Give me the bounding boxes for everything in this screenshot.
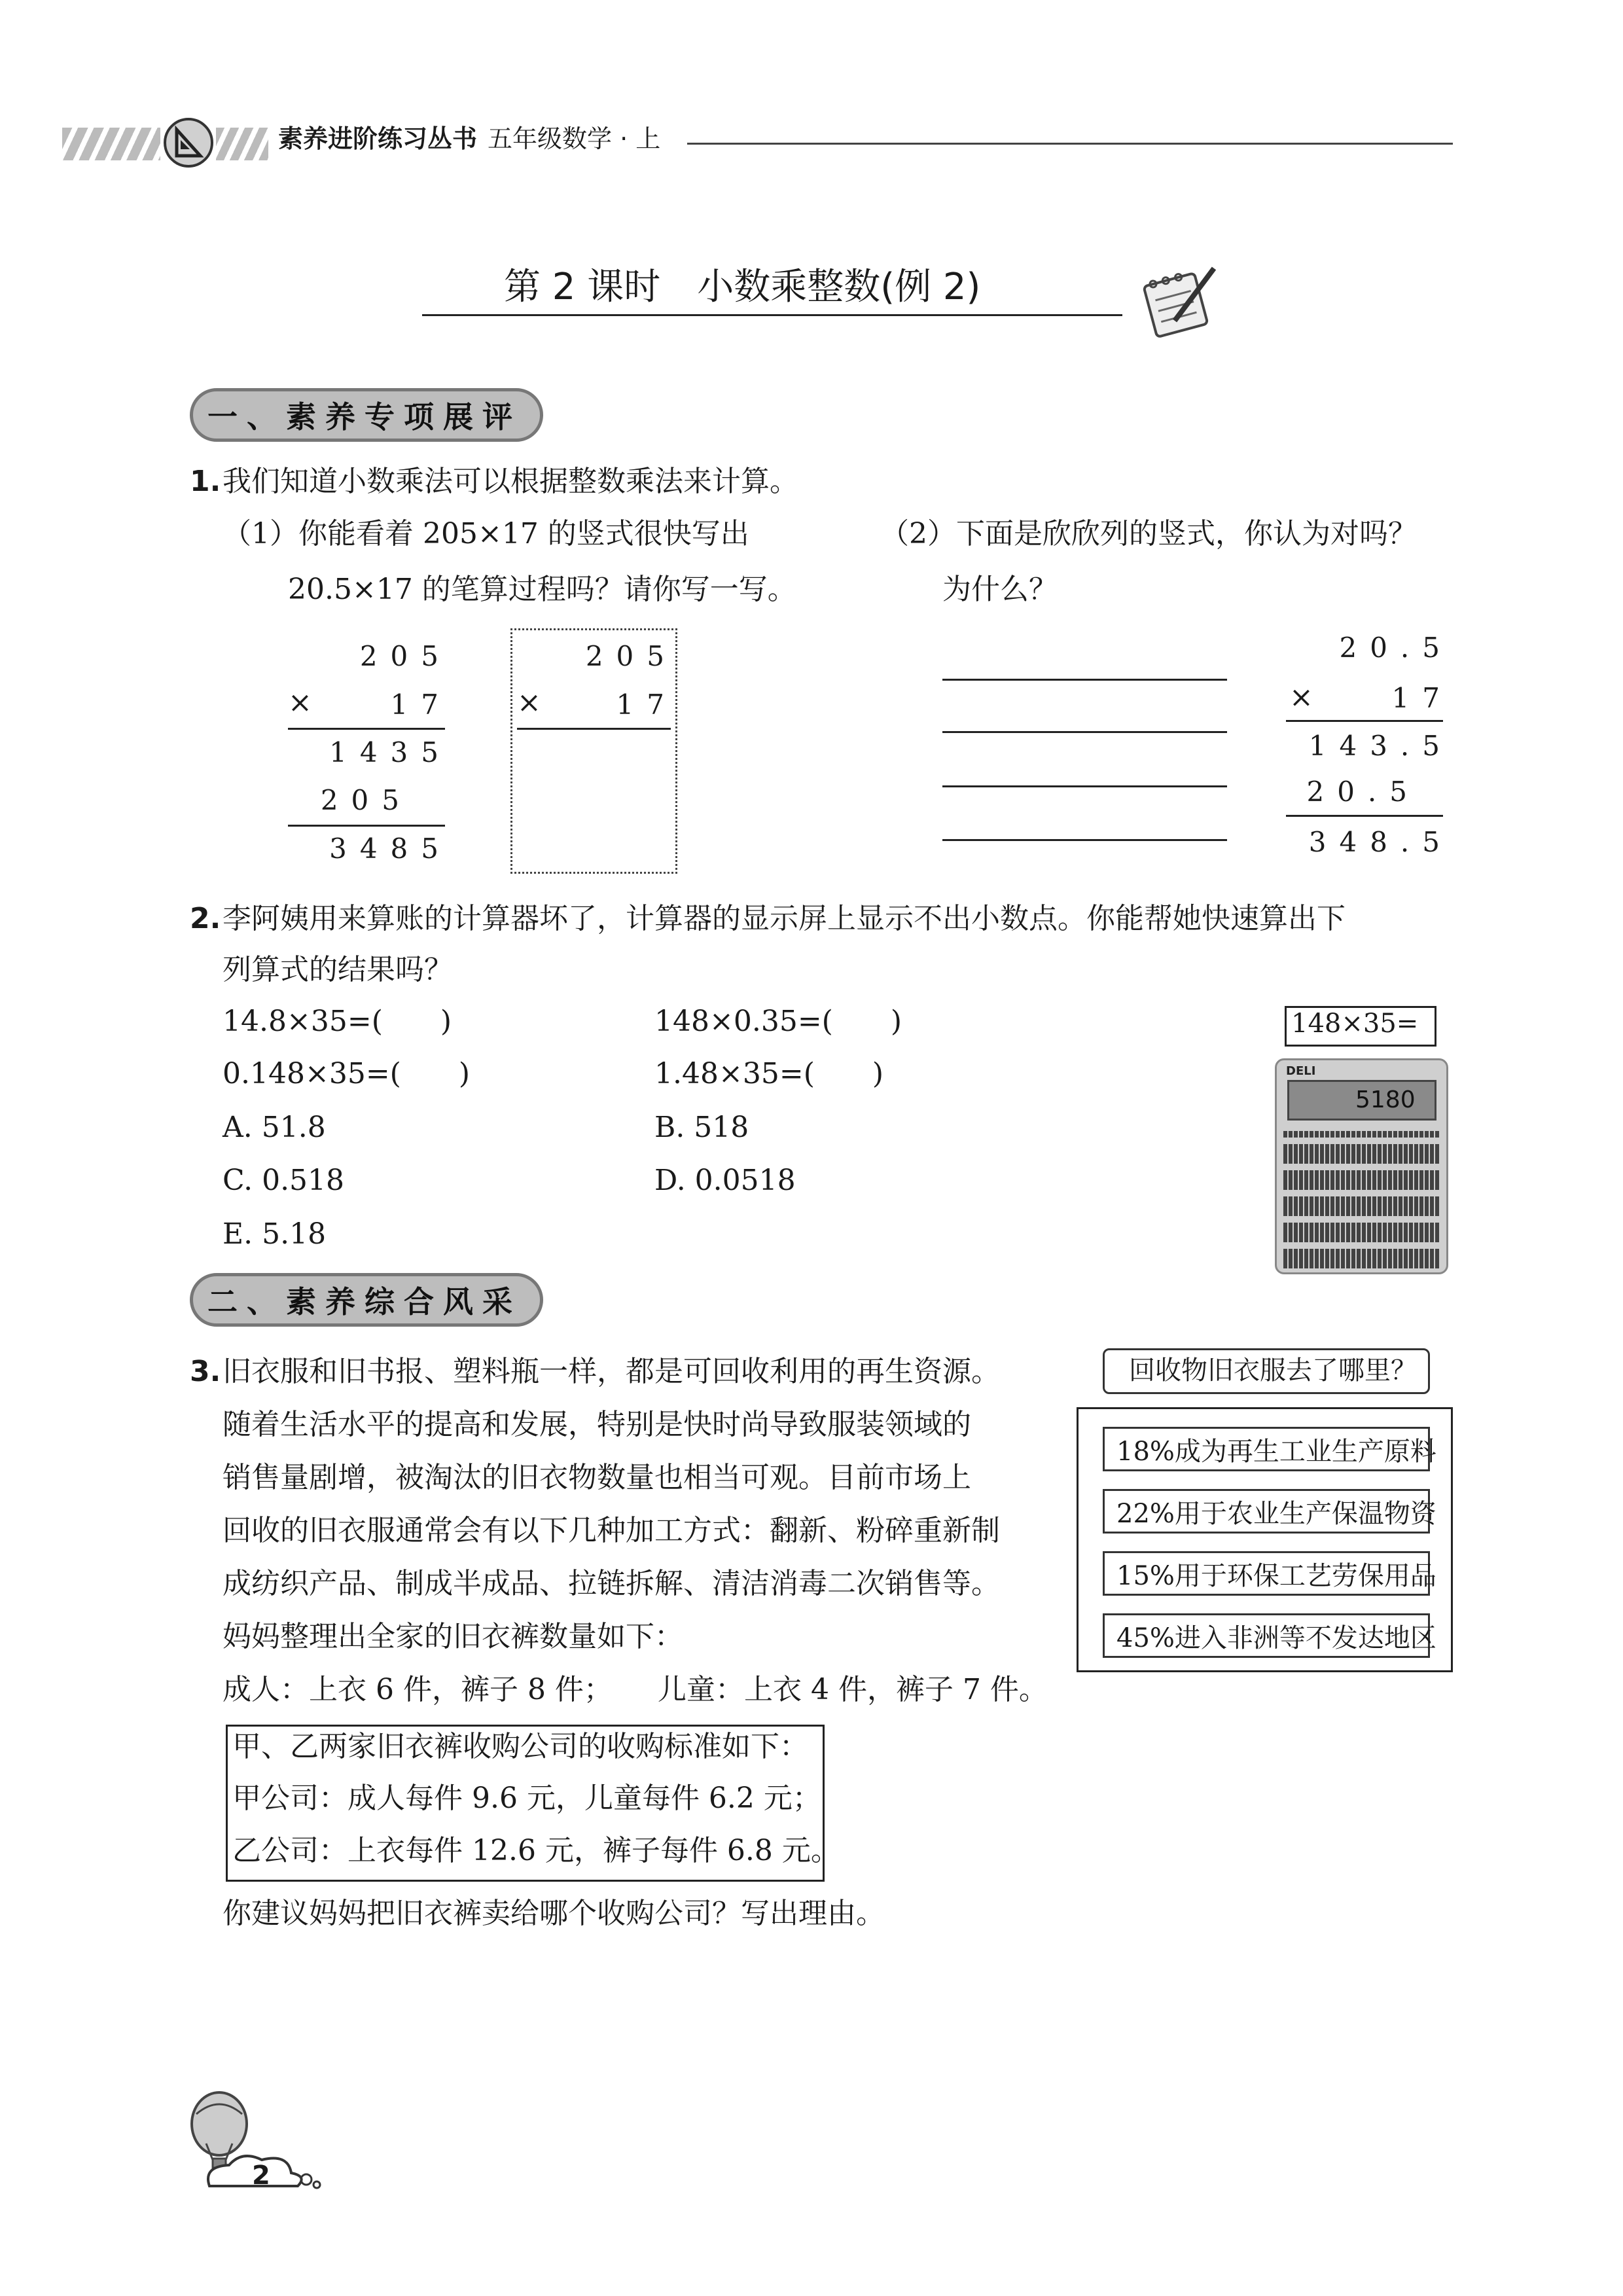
- header-book: 五年级数学 · 上: [488, 124, 661, 153]
- q2-option-e: E. 5.18: [223, 1217, 327, 1251]
- q3-line-5: 成纺织产品、制成半成品、拉链拆解、清洁消毒二次销售等。: [223, 1567, 1000, 1600]
- side-item-4: 45%进入非洲等不发达地区: [1103, 1613, 1430, 1658]
- q2-expr3: 0.148×35=( ): [223, 1057, 471, 1090]
- header-rule: [687, 143, 1453, 145]
- calc3-mult: 17: [1391, 682, 1453, 714]
- lesson-title: 第 2 课时 小数乘整数(例 2): [504, 266, 981, 308]
- calculator-icon: [1275, 1058, 1448, 1274]
- header-series: 素养进阶练习丛书: [278, 124, 478, 153]
- section1-title: 一、素养专项展评: [190, 388, 543, 442]
- q3-adult-count: 成人：上衣 6 件，裤子 8 件；: [223, 1673, 613, 1706]
- q1-number: 1.: [190, 465, 221, 498]
- q1-part2-line1: （2）下面是欣欣列的竖式，你认为对吗？: [880, 517, 1417, 550]
- calc1-line2: [288, 825, 445, 827]
- calc3-partial1: 143.5: [1308, 730, 1453, 762]
- q3-child-count: 儿童：上衣 4 件，裤子 7 件。: [658, 1673, 1048, 1706]
- section2-title: 二、素养综合风采: [190, 1273, 543, 1327]
- q3-line-3: 销售量剧增，被淘汰的旧衣物数量也相当可观。目前市场上: [223, 1461, 971, 1494]
- header-stripes: [62, 128, 160, 160]
- calc3-mult-sign: ×: [1289, 681, 1313, 714]
- calc3-result: 348.5: [1308, 826, 1453, 858]
- q3-number: 3.: [190, 1355, 221, 1388]
- q3-line-2: 随着生活水平的提高和发展，特别是快时尚导致服装领域的: [223, 1408, 971, 1441]
- q1-part2-line2: 为什么？: [942, 573, 1058, 606]
- q3-line-1: 旧衣服和旧书报、塑料瓶一样，都是可回收利用的再生资源。: [223, 1355, 1000, 1388]
- q3-box-line-3: 乙公司：上衣每件 12.6 元，裤子每件 6.8 元。: [232, 1834, 840, 1867]
- q1-stem: 我们知道小数乘法可以根据整数乘法来计算。: [223, 465, 798, 498]
- q2-expr2: 148×0.35=( ): [654, 1005, 902, 1038]
- side-item-1: 18%成为再生工业生产原料: [1103, 1427, 1430, 1471]
- q2-expr1: 14.8×35=( ): [223, 1005, 452, 1038]
- calc1-top: 205: [359, 640, 452, 672]
- notebook-pen-icon: [1135, 259, 1221, 344]
- calc1-partial2: 205: [320, 784, 412, 816]
- q1-part1-line2: 20.5×17 的笔算过程吗？请你写一写。: [288, 573, 796, 606]
- side-item-3: 15%用于环保工艺劳保用品: [1103, 1551, 1430, 1596]
- calc3-top: 20.5: [1339, 632, 1453, 664]
- q3-box-line-1: 甲、乙两家旧衣裤收购公司的收购标准如下：: [232, 1730, 808, 1763]
- q3-line-6: 妈妈整理出全家的旧衣裤数量如下：: [223, 1620, 683, 1653]
- q1-part1-line1: （1）你能看着 205×17 的竖式很快写出: [223, 517, 749, 550]
- calc1-line1: [288, 728, 445, 730]
- calc1-partial1: 1435: [329, 736, 452, 768]
- answer-line-4[interactable]: [942, 839, 1227, 841]
- side-item-2: 22%用于农业生产保温物资: [1103, 1489, 1430, 1534]
- q2-option-b: B. 518: [654, 1111, 749, 1144]
- calc1-mult-sign: ×: [288, 686, 312, 719]
- q2-option-a: A. 51.8: [223, 1111, 326, 1144]
- q2-expr4: 1.48×35=( ): [654, 1057, 884, 1090]
- answer-line-2[interactable]: [942, 731, 1227, 733]
- calc3-partial2: 20.5: [1306, 776, 1420, 808]
- page-number: 2: [252, 2161, 270, 2191]
- q3-box-line-2: 甲公司：成人每件 9.6 元，儿童每件 6.2 元；: [232, 1782, 821, 1815]
- calc3-line1: [1286, 720, 1443, 722]
- q2-number: 2.: [190, 902, 221, 935]
- calc2-mult: 17: [616, 689, 677, 721]
- calc2-line: [517, 728, 671, 730]
- calc1-mult: 17: [390, 689, 452, 721]
- header-stripes-right: [216, 128, 268, 160]
- calculator-brand: DELI: [1286, 1064, 1316, 1078]
- calc1-result: 3485: [329, 833, 452, 865]
- header-logo-icon: [162, 117, 215, 169]
- lesson-title-underline: [422, 314, 1122, 316]
- q2-stem-line1: 李阿姨用来算账的计算器坏了，计算器的显示屏上显示不出小数点。你能帮她快速算出下: [223, 902, 1346, 935]
- calculator-display: 5180: [1355, 1086, 1416, 1113]
- q2-stem-line2: 列算式的结果吗？: [223, 953, 453, 986]
- answer-line-1[interactable]: [942, 679, 1227, 681]
- calculator-keypad: [1283, 1131, 1440, 1268]
- q2-option-c: C. 0.518: [223, 1164, 345, 1197]
- calc2-mult-sign: ×: [517, 686, 541, 719]
- calc3-line2: [1286, 815, 1443, 817]
- calculator-label: 148×35=: [1291, 1009, 1419, 1039]
- q3-question: 你建议妈妈把旧衣裤卖给哪个收购公司？写出理由。: [223, 1897, 885, 1930]
- q2-option-d: D. 0.0518: [654, 1164, 796, 1197]
- q3-line-4: 回收的旧衣服通常会有以下几种加工方式：翻新、粉碎重新制: [223, 1514, 1000, 1547]
- answer-line-3[interactable]: [942, 785, 1227, 787]
- calc2-top: 205: [585, 640, 677, 672]
- side-title: 回收物旧衣服去了哪里？: [1129, 1355, 1417, 1386]
